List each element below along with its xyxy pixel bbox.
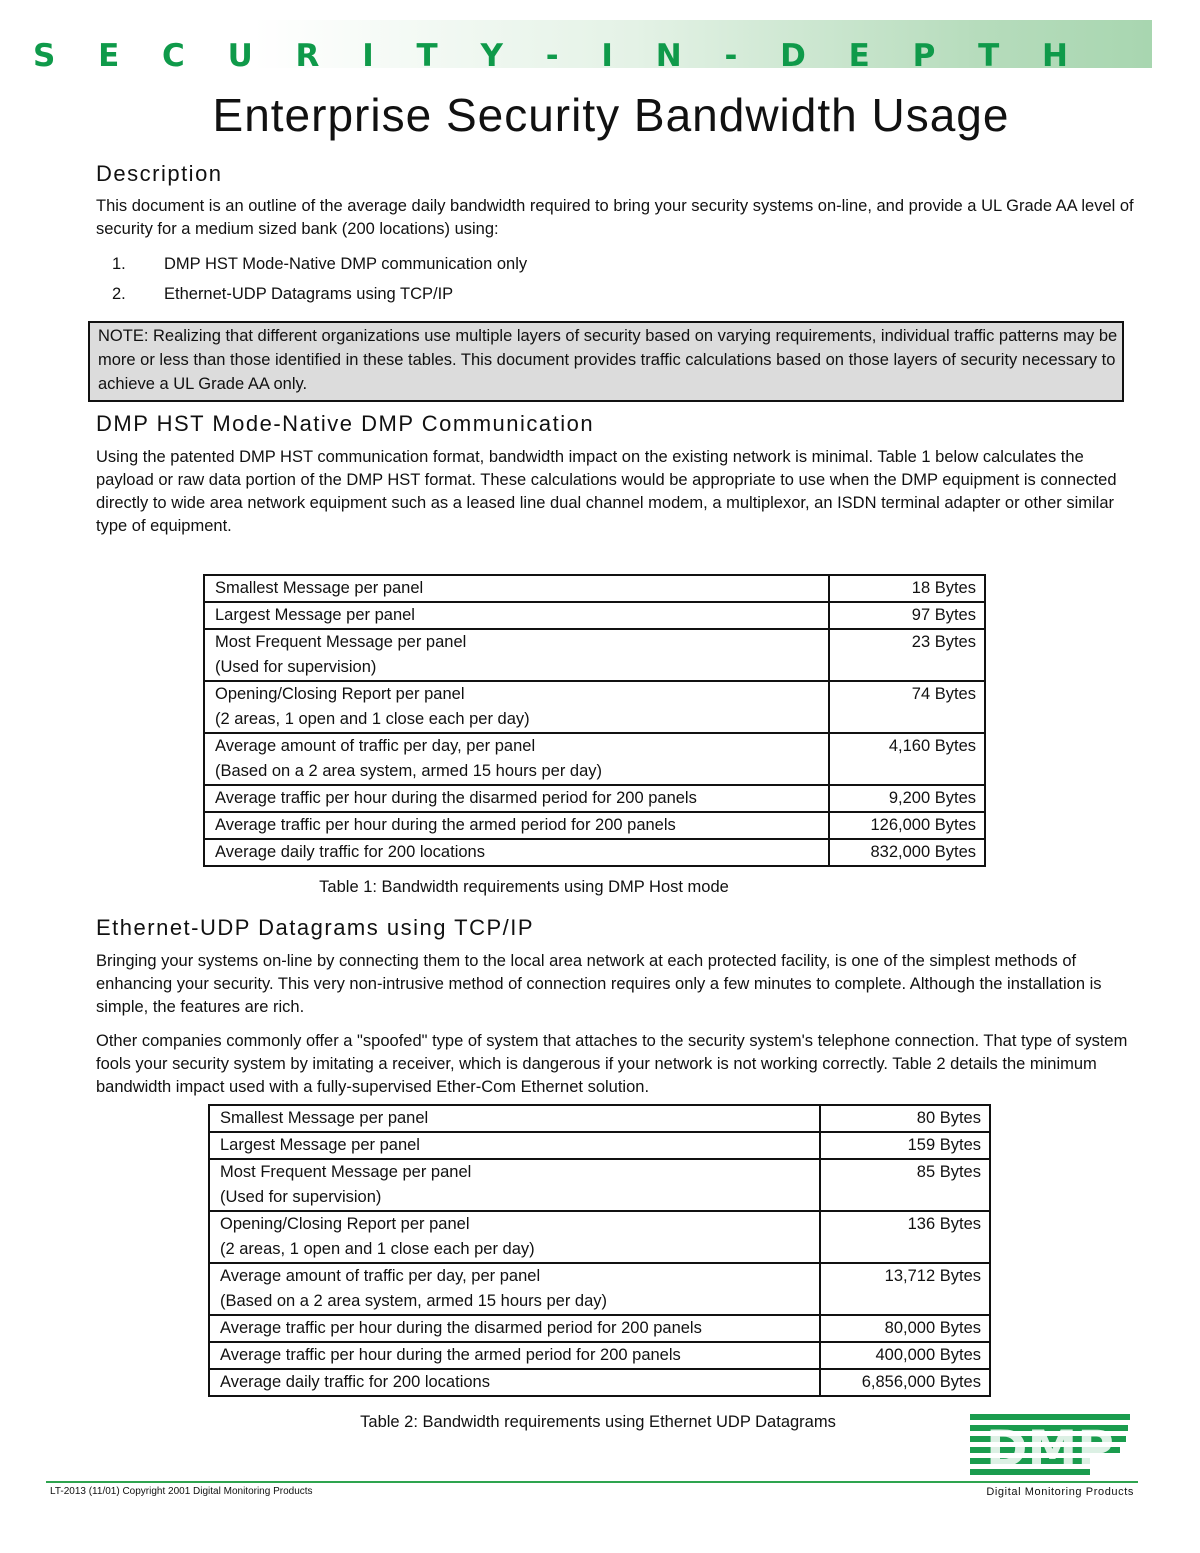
row-value: 85 Bytes — [820, 1159, 990, 1211]
table-row — [204, 575, 985, 602]
list-item-number: 1. — [112, 255, 126, 273]
row-label-cell — [209, 1315, 820, 1342]
table-row — [204, 629, 985, 681]
table-row — [204, 812, 985, 839]
row-label: Average traffic per hour during the armed period for 200 panels — [215, 816, 676, 834]
row-label-cell — [209, 1342, 820, 1369]
row-label-cell — [204, 785, 829, 812]
section2-text-1: Bringing your systems on-line by connecting them to the local area network at each protected facility, is one of the simplest methods of enhancing your security. This very non-intrusive method of connection requires only a few minutes to complete. Although the installation is simple, the features are rich. — [96, 952, 1102, 1016]
row-label: Largest Message per panel — [215, 606, 415, 624]
footer-company: Digital Monitoring Products — [986, 1486, 1134, 1498]
section1-text: Using the patented DMP HST communication format, bandwidth impact on the existing network is minimal. Table 1 below calculates the payload or raw data portion of the DMP HST format. These calculations would be appropriate to use when the DMP equipment is connected directly to wide area network equipment such as a leased line dual channel modem, a multiplexor, an ISDN terminal adapter or other similar type of equipment. — [96, 448, 1117, 535]
row-label-cell — [204, 602, 829, 629]
list-item-label: Ethernet-UDP Datagrams using TCP/IP — [164, 285, 454, 303]
table-row — [204, 602, 985, 629]
row-label: Opening/Closing Report per panel — [215, 685, 465, 703]
row-label-cell — [204, 681, 829, 733]
row-value: 6,856,000 Bytes — [820, 1369, 990, 1396]
row-label-cell — [209, 1211, 820, 1263]
list-item-number: 2. — [112, 285, 126, 303]
table-row — [204, 681, 985, 733]
row-label-cell — [209, 1263, 820, 1315]
bandwidth-table-1 — [203, 574, 986, 867]
table-row — [209, 1315, 990, 1342]
list-item — [112, 285, 453, 304]
row-value: 80 Bytes — [820, 1105, 990, 1132]
row-label-cell — [209, 1159, 820, 1211]
row-value: 23 Bytes — [829, 629, 985, 681]
table-row — [209, 1342, 990, 1369]
dmp-logo — [970, 1411, 1132, 1483]
row-value: 18 Bytes — [829, 575, 985, 602]
table-row — [204, 785, 985, 812]
row-label-cell — [209, 1369, 820, 1396]
table-row — [209, 1105, 990, 1132]
note-box: NOTE: Realizing that different organizations use multiple layers of security based on varying requirements, individual traffic patterns may be more or less than those identified in these tables. This document provides traffic calculations based on those layers of security necessary to achieve a UL Grade AA only. — [88, 321, 1124, 402]
row-label: Average traffic per hour during the disarmed period for 200 panels — [220, 1319, 702, 1337]
list-item-label: DMP HST Mode-Native DMP communication only — [164, 255, 528, 273]
row-note: (Based on a 2 area system, armed 15 hours per day) — [220, 1292, 608, 1310]
table-row — [204, 733, 985, 785]
row-label: Most Frequent Message per panel — [215, 633, 467, 651]
row-label-cell — [204, 629, 829, 681]
row-label-cell — [204, 575, 829, 602]
row-label: Average amount of traffic per day, per panel — [215, 737, 536, 755]
header-banner — [0, 20, 1152, 74]
row-value: 80,000 Bytes — [820, 1315, 990, 1342]
table-row — [209, 1263, 990, 1315]
row-value: 74 Bytes — [829, 681, 985, 733]
table2-caption: Table 2: Bandwidth requirements using Ethernet UDP Datagrams — [360, 1413, 836, 1431]
section1-heading: DMP HST Mode-Native DMP Communication — [96, 411, 595, 436]
row-label: Smallest Message per panel — [220, 1109, 429, 1127]
row-label-cell — [204, 812, 829, 839]
footer-divider — [46, 1481, 1138, 1483]
row-label-cell — [209, 1105, 820, 1132]
row-label: Average daily traffic for 200 locations — [220, 1373, 490, 1391]
table-row — [209, 1211, 990, 1263]
row-label: Average traffic per hour during the armed period for 200 panels — [220, 1346, 681, 1364]
row-label: Largest Message per panel — [220, 1136, 420, 1154]
section2-text-2: Other companies commonly offer a "spoofed" type of system that attaches to the security system's telephone connection. That type of system fools your security system by imitating a receiver, which is dangerous if your network is not working correctly. Table 2 details the minimum bandwidth impact used with a fully-supervised Ether-Com Ethernet solution. — [96, 1032, 1128, 1096]
row-note: (Used for supervision) — [220, 1188, 382, 1206]
row-label-cell — [209, 1132, 820, 1159]
table-row — [209, 1369, 990, 1396]
dmp-logo-text: DMP — [986, 1420, 1114, 1478]
row-label-cell — [204, 839, 829, 866]
row-value: 136 Bytes — [820, 1211, 990, 1263]
bandwidth-table-2 — [208, 1104, 991, 1397]
row-value: 97 Bytes — [829, 602, 985, 629]
banner-title: S E C U R I T Y - I N - D E P T H — [32, 38, 1084, 74]
description-heading: Description — [96, 161, 223, 186]
page-title: Enterprise Security Bandwidth Usage — [212, 89, 1010, 141]
row-value: 13,712 Bytes — [820, 1263, 990, 1315]
row-label: Smallest Message per panel — [215, 579, 424, 597]
row-value: 159 Bytes — [820, 1132, 990, 1159]
row-value: 126,000 Bytes — [829, 812, 985, 839]
row-note: (2 areas, 1 open and 1 close each per day) — [220, 1240, 535, 1258]
row-label: Opening/Closing Report per panel — [220, 1215, 470, 1233]
row-label-cell — [204, 733, 829, 785]
row-label: Average traffic per hour during the disarmed period for 200 panels — [215, 789, 697, 807]
row-note: (Used for supervision) — [215, 658, 377, 676]
table-row — [209, 1159, 990, 1211]
row-note: (Based on a 2 area system, armed 15 hours per day) — [215, 762, 603, 780]
row-value: 4,160 Bytes — [829, 733, 985, 785]
description-text: This document is an outline of the average daily bandwidth required to bring your security systems on-line, and provide a UL Grade AA level of security for a medium sized bank (200 locations) using: — [96, 197, 1134, 238]
row-value: 832,000 Bytes — [829, 839, 985, 866]
row-label: Average amount of traffic per day, per panel — [220, 1267, 541, 1285]
row-label: Most Frequent Message per panel — [220, 1163, 472, 1181]
table1-caption: Table 1: Bandwidth requirements using DMP Host mode — [319, 878, 729, 896]
row-value: 400,000 Bytes — [820, 1342, 990, 1369]
footer-copyright: LT-2013 (11/01) Copyright 2001 Digital Monitoring Products — [50, 1486, 313, 1497]
section2-heading: Ethernet-UDP Datagrams using TCP/IP — [96, 915, 535, 940]
list-item — [112, 255, 527, 274]
row-label: Average daily traffic for 200 locations — [215, 843, 485, 861]
row-value: 9,200 Bytes — [829, 785, 985, 812]
row-note: (2 areas, 1 open and 1 close each per day) — [215, 710, 530, 728]
table-row — [209, 1132, 990, 1159]
table-row — [204, 839, 985, 866]
